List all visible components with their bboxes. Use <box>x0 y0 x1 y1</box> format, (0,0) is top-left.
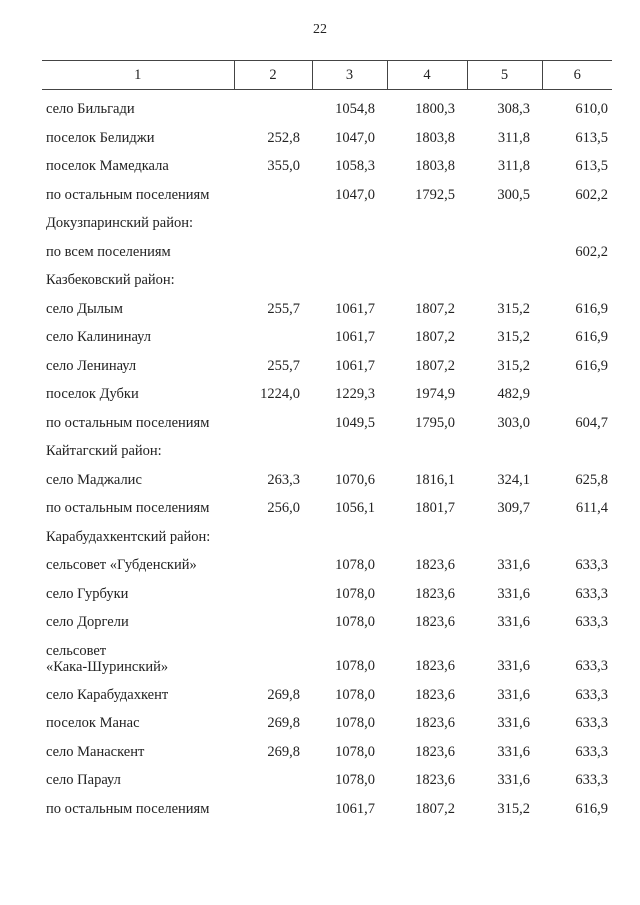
col-2-value <box>234 603 312 632</box>
col-4-value: 1800,3 <box>415 101 455 117</box>
col-3-value: 1061,7 <box>335 357 375 374</box>
column-header-2: 2 <box>234 61 312 90</box>
col-6-value: 633,3 <box>575 743 608 760</box>
col-4-value: 1816,1 <box>415 471 455 488</box>
col-4-value: 1974,9 <box>415 386 455 402</box>
settlement-name: село Манаскент <box>46 743 145 760</box>
col-4-value: 1823,6 <box>415 772 455 788</box>
settlement-name: по остальным поселениям <box>46 186 210 203</box>
col-6-value <box>542 261 612 290</box>
column-header-4: 4 <box>387 61 467 90</box>
table-row <box>42 90 612 119</box>
col-6-value: 604,7 <box>575 414 608 431</box>
district-heading: Докузпаринский район: <box>46 215 194 231</box>
col-2-value <box>234 90 312 119</box>
col-6-value: 633,3 <box>575 686 608 703</box>
settlement-name-line-1: сельсовет <box>46 643 107 659</box>
col-4-value: 1823,6 <box>415 686 455 703</box>
col-2-value: 255,7 <box>267 300 300 317</box>
col-2-value <box>234 175 312 204</box>
col-3-value <box>312 517 387 546</box>
col-4-value: 1823,6 <box>415 557 455 573</box>
table-row <box>42 204 612 233</box>
col-6-value: 611,4 <box>575 500 608 516</box>
col-4-value: 1795,0 <box>415 414 455 431</box>
col-5-value: 331,6 <box>497 715 530 731</box>
col-5-value: 315,2 <box>497 300 530 317</box>
col-3-value: 1061,7 <box>335 329 375 345</box>
col-2-value: 355,0 <box>267 158 300 174</box>
col-3-value <box>312 261 387 290</box>
col-5-value: 300,5 <box>497 186 530 203</box>
col-3-value: 1078,0 <box>335 715 375 731</box>
settlement-name: поселок Мамедкала <box>46 158 169 174</box>
col-6-value: 613,5 <box>575 158 608 174</box>
table-row <box>42 761 612 790</box>
settlement-name: по остальным поселениям <box>46 500 210 516</box>
col-6-value: 625,8 <box>575 471 608 488</box>
table-row <box>42 318 612 347</box>
page-number: 22 <box>313 22 327 37</box>
col-5-value: 331,6 <box>497 772 530 788</box>
col-6-value: 633,3 <box>575 715 608 731</box>
col-6-value <box>542 432 612 461</box>
col-2-value: 269,8 <box>267 686 300 703</box>
col-2-value <box>234 546 312 575</box>
col-4-value: 1807,2 <box>415 329 455 345</box>
col-2-value <box>234 631 312 675</box>
col-2-value: 252,8 <box>267 129 300 146</box>
col-5-value: 303,0 <box>497 414 530 431</box>
col-4-value <box>387 517 467 546</box>
col-3-value: 1061,7 <box>335 800 375 817</box>
settlement-name: село Маджалис <box>46 471 142 488</box>
col-4-value <box>387 261 467 290</box>
col-3-value: 1054,8 <box>335 101 375 117</box>
col-2-value <box>234 517 312 546</box>
table-row <box>42 375 612 404</box>
col-2-value: 269,8 <box>267 715 300 731</box>
col-6-value: 610,0 <box>575 101 608 117</box>
col-3-value <box>312 204 387 233</box>
col-3-value: 1049,5 <box>335 414 375 431</box>
col-4-value: 1803,8 <box>415 158 455 174</box>
column-header-6: 6 <box>542 61 612 90</box>
col-3-value <box>312 232 387 261</box>
col-2-value <box>234 318 312 347</box>
table-row <box>42 232 612 261</box>
col-4-value: 1807,2 <box>415 800 455 817</box>
col-4-value: 1803,8 <box>415 129 455 146</box>
col-5-value: 315,2 <box>497 329 530 345</box>
col-3-value: 1078,0 <box>335 658 375 674</box>
col-4-value: 1801,7 <box>415 500 455 516</box>
col-5-value <box>467 517 542 546</box>
col-2-value <box>234 204 312 233</box>
table-row <box>42 732 612 761</box>
col-6-value: 602,2 <box>575 186 608 203</box>
col-4-value <box>387 204 467 233</box>
column-header-1: 1 <box>42 61 234 90</box>
table-row <box>42 346 612 375</box>
settlement-name: по всем поселениям <box>46 243 171 260</box>
settlement-name: по остальным поселениям <box>46 800 210 817</box>
settlement-name: поселок Манас <box>46 715 140 731</box>
col-6-value: 616,9 <box>575 800 608 817</box>
district-heading: Казбековский район: <box>46 272 175 288</box>
col-3-value: 1078,0 <box>335 743 375 760</box>
col-5-value <box>467 261 542 290</box>
col-6-value: 616,9 <box>575 357 608 374</box>
col-2-value: 263,3 <box>267 471 300 488</box>
settlement-name: сельсовет «Губденский» <box>46 557 197 573</box>
table-row <box>42 574 612 603</box>
col-5-value: 331,6 <box>497 658 530 674</box>
col-6-value: 633,3 <box>575 772 608 788</box>
col-3-value <box>312 432 387 461</box>
col-4-value: 1823,6 <box>415 614 455 630</box>
col-3-value: 1078,0 <box>335 557 375 573</box>
col-2-value <box>234 403 312 432</box>
col-6-value: 633,3 <box>575 585 608 602</box>
col-3-value: 1058,3 <box>335 158 375 174</box>
col-6-value: 602,2 <box>575 243 608 260</box>
col-2-value: 256,0 <box>267 500 300 516</box>
col-6-value: 633,3 <box>575 658 608 674</box>
col-3-value: 1078,0 <box>335 686 375 703</box>
settlement-name-line-2: «Кака-Шуринский» <box>46 659 169 675</box>
table-row <box>42 789 612 818</box>
col-5-value: 308,3 <box>497 101 530 117</box>
settlement-name: село Дылым <box>46 300 123 317</box>
col-4-value: 1823,6 <box>415 658 455 674</box>
table-row <box>42 118 612 147</box>
col-5-value: 311,8 <box>497 129 530 146</box>
table-row <box>42 603 612 632</box>
tariff-table <box>42 60 612 818</box>
header-row <box>42 61 612 90</box>
col-4-value: 1823,6 <box>415 715 455 731</box>
col-3-value: 1078,0 <box>335 772 375 788</box>
col-6-value: 616,9 <box>575 300 608 317</box>
col-2-value <box>234 789 312 818</box>
table-row <box>42 704 612 733</box>
col-3-value: 1078,0 <box>335 614 375 630</box>
col-5-value: 324,1 <box>497 471 530 488</box>
col-3-value: 1078,0 <box>335 585 375 602</box>
col-3-value: 1047,0 <box>335 129 375 146</box>
col-5-value: 309,7 <box>497 500 530 516</box>
col-2-value <box>234 761 312 790</box>
col-5-value: 331,6 <box>497 585 530 602</box>
table-row <box>42 147 612 176</box>
settlement-name: село Доргели <box>46 614 129 630</box>
col-2-value: 255,7 <box>267 357 300 374</box>
col-4-value: 1807,2 <box>415 300 455 317</box>
col-3-value: 1061,7 <box>335 300 375 317</box>
settlement-name: село Гурбуки <box>46 585 129 602</box>
table-row <box>42 460 612 489</box>
col-2-value <box>234 261 312 290</box>
settlement-name: поселок Белиджи <box>46 129 155 146</box>
col-5-value: 331,6 <box>497 686 530 703</box>
settlement-name: село Калининаул <box>46 329 152 345</box>
settlement-name: село Ленинаул <box>46 357 137 374</box>
col-6-value: 633,3 <box>575 557 608 573</box>
col-6-value: 613,5 <box>575 129 608 146</box>
column-header-3: 3 <box>312 61 387 90</box>
table-row <box>42 261 612 290</box>
col-2-value: 1224,0 <box>260 386 300 402</box>
table-row <box>42 403 612 432</box>
col-2-value: 269,8 <box>267 743 300 760</box>
col-6-value <box>542 517 612 546</box>
settlement-name: село Карабудахкент <box>46 686 169 703</box>
col-4-value <box>387 432 467 461</box>
settlement-name: село Параул <box>46 772 121 788</box>
col-5-value: 315,2 <box>497 800 530 817</box>
col-6-value <box>542 375 612 404</box>
col-4-value: 1823,6 <box>415 743 455 760</box>
table-row <box>42 432 612 461</box>
col-3-value: 1229,3 <box>335 386 375 402</box>
table-row <box>42 289 612 318</box>
table-row <box>42 517 612 546</box>
col-4-value: 1792,5 <box>415 186 455 203</box>
col-5-value: 482,9 <box>497 386 530 402</box>
col-5-value: 331,6 <box>497 557 530 573</box>
column-header-5: 5 <box>467 61 542 90</box>
district-heading: Карабудахкентский район: <box>46 528 211 545</box>
col-6-value <box>542 204 612 233</box>
col-6-value: 633,3 <box>575 614 608 630</box>
settlement-name: по остальным поселениям <box>46 414 210 431</box>
table-row <box>42 175 612 204</box>
table-row <box>42 675 612 704</box>
table-row <box>42 546 612 575</box>
col-5-value: 311,8 <box>497 158 530 174</box>
col-5-value <box>467 204 542 233</box>
col-2-value <box>234 232 312 261</box>
col-5-value: 315,2 <box>497 357 530 374</box>
col-2-value <box>234 574 312 603</box>
col-5-value <box>467 232 542 261</box>
col-4-value: 1807,2 <box>415 357 455 374</box>
col-3-value: 1056,1 <box>335 500 375 516</box>
col-6-value: 616,9 <box>575 329 608 345</box>
district-heading: Кайтагский район: <box>46 443 162 459</box>
col-2-value <box>234 432 312 461</box>
settlement-name: село Бильгади <box>46 101 135 117</box>
settlement-name: поселок Дубки <box>46 386 139 402</box>
col-5-value: 331,6 <box>497 743 530 760</box>
settlement-name <box>42 631 234 675</box>
col-4-value: 1823,6 <box>415 585 455 602</box>
col-4-value <box>387 232 467 261</box>
col-5-value <box>467 432 542 461</box>
table-row <box>42 631 612 675</box>
col-5-value: 331,6 <box>497 614 530 630</box>
col-3-value: 1070,6 <box>335 471 375 488</box>
table-row <box>42 489 612 518</box>
col-3-value: 1047,0 <box>335 186 375 203</box>
